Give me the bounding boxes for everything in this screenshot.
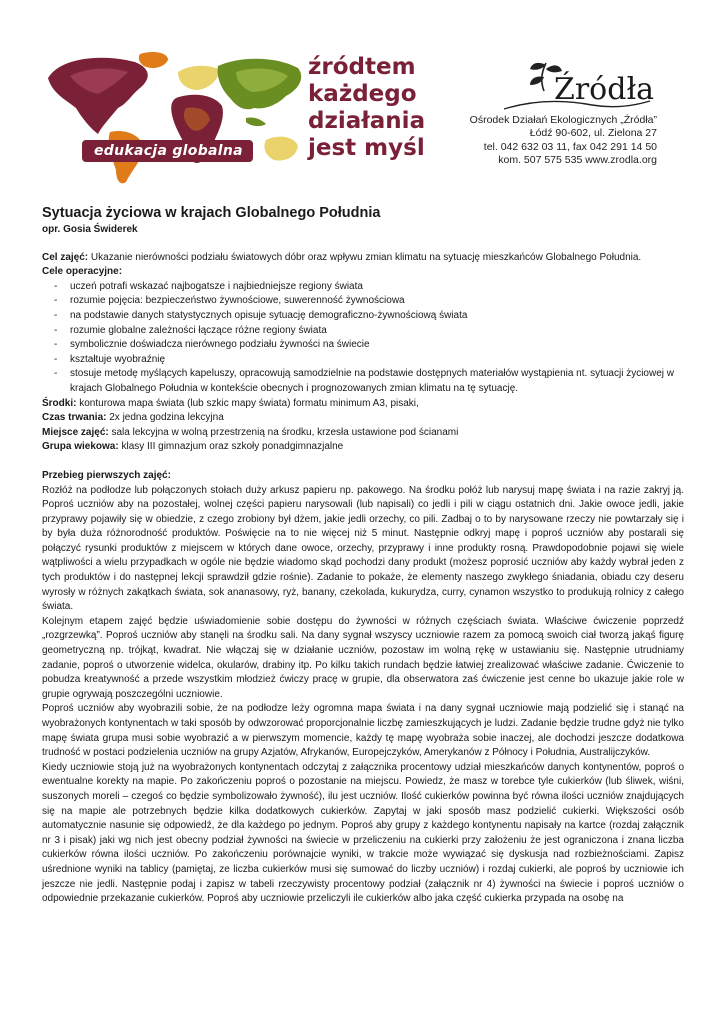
greenland-shape [139, 52, 168, 68]
australia-shape [264, 137, 298, 161]
location-label: Miejsce zajęć: [42, 426, 109, 438]
materials-text: konturowa mapa świata (lub szkic mapy świata) formatu minimum A3, pisaki, [76, 397, 419, 409]
duration-label: Czas trwania: [42, 412, 107, 424]
age-group-label: Grupa wiekowa: [42, 441, 119, 453]
page-title: Sytuacja życiowa w krajach Globalnego Południa [42, 205, 381, 221]
list-item: - rozumie pojęcia: bezpieczeństwo żywnościowe, suwerenność żywnościowa [54, 294, 684, 309]
world-map-illustration [40, 48, 310, 188]
location-line [42, 426, 684, 441]
location-text: sala lekcyjna w wolną przestrzenią na środku, krzesła ustawione pod ścianami [108, 426, 459, 438]
org-web: kom. 507 575 535 www.zrodla.org [498, 153, 657, 166]
paragraph: Kiedy uczniowie stoją już na wyobrażonych kontynentach odczytaj z załącznika procentowy udział mieszkańców danych kontynentów, poproś o ewentualne korekty na mapie. Po zakończeniu poproś o pozostanie na miejscu. Powiedz, że masz w torebce tyle cukierków (lub śliwek, wiśni, suszonych moreli – czegoś co będzie symbolizowało żywność), ilu jest uczniów. Ilość cukierków powinna być równa ilości uczniów znajdujących się na mapie ale potrzebnych będzie kilka dodatkowych cukierków. Zapytaj w jaki sposób masz podzielić cukierki. Większości osób automatycznie nasunie się odpowiedź, że dla każdego po jednym. Poproś aby grupy z każdego kontynentu napisały na kartce (rozdaj załącznik nr 3 i pisak) jaki wg nich jest obecny podział żywności na świecie w przeliczeniu na cukierki przy założeniu że jest ograniczona i znana liczba cukierków równa ilości uczniów. Po zakończeniu porównajcie wyniki, w trakcie może wywiązać się dyskusja nad rozbieżnościami. Zapisz uśrednione wyniki na tablicy (pamiętaj, ze liczba cukierków musi się sumować do liczby uczniów) i rozdaj cukierki, ale poproś by uczniowie ich jeszcze nie jedli. Następnie podaj i zapisz w tabeli rzeczywisty procentowy podział (załącznik nr 4) żywności na świecie i poproś uczniów o odpowiednie przekazanie cukierków. Poproś aby uczniowie przeliczyli ile cukierków albo jaka część cukierka przypada na osobę na [42, 761, 684, 905]
slogan [308, 54, 426, 162]
paragraph: Rozłóż na podłodze lub połączonych stołach duży arkusz papieru np. pakowego. Na środku połóż lub narysuj mapę świata i na razie zakryj ją. Poproś uczniów aby na pozostałej, wolnej części papieru narysowali (lub napisali) co jedli i pili w ciągu ostatnich dni. Jakie owoce jedli, jakie przyprawy pojawiły się w obiedzie, z czego zrobiony był dżem, jakie jedli orzechy, co pili. Zadbaj o to by narysowane rzeczy nie powtarzały się i by była duża różnorodność produktów. Poświęcie na to nie więcej niż 5 minut. Następnie odkryj mapę i poproś uczniów aby postarali się połączyć rysunki produktów z miejscem w których dane owoce, orzechy, przyprawy i inne produkty rosną. Prawdopodobnie pojawi się wiele wątpliwości a wielu przypadkach w ogóle nie będzie wiadomo skąd pochodzi dany produkt (możesz poprosić uczniów aby każdy wybrał jeden z tych produktów i do następnej lekcji sprawdził gdzie rośnie). Zadanie to pokaże, że elementy naszego zwykłego śniadania, obiadu czy deseru wyrosły w różnych zakątkach świata, sok ananasowy, ryż, banany, czekolada, kukurydza, curry, cynamon wszystko to produkują rolnicy z całego świata. [42, 484, 684, 613]
materials-label: Środki: [42, 397, 77, 409]
indonesia-shape [246, 117, 266, 126]
goal-text: Ukazanie nierówności podziału światowych dóbr oraz wpływu zmian klimatu na sytuację mieszkańców Globalnego Południa. [88, 251, 642, 263]
list-item: - symbolicznie doświadcza nierównego podziału żywności na świecie [54, 338, 684, 353]
age-group-text: klasy III gimnazjum oraz szkoły ponadgimnazjalne [118, 441, 344, 453]
duration-text: 2x jedna godzina lekcyjna [106, 412, 224, 424]
age-group-line [42, 440, 684, 455]
goal-paragraph [42, 251, 684, 266]
document-body [42, 203, 684, 907]
organization-info [470, 114, 657, 167]
spacer [42, 455, 684, 469]
goal-label: Cel zajęć: [42, 251, 89, 263]
paragraph: Poproś uczniów aby wyobrazili sobie, że na podłodze leży ogromna mapa świata i na dany sygnał uczniowie mają podzielić się i stanąć na wyobrażonych kontynentach w taki sposób by odwzorować proporcjonalnie liczbę zamieszkujących je ludzi. Zadanie będzie trudne gdyż nie tylko mapę świata grupa musi sobie wyobrazić a w pierwszym momencie, każdy tę mapę wyobraża sobie inaczej, ale dochodzi jeszcze dodatkowa trudność w postaci podzielenia uczniów na grupy Azjatów, Afrykanów, Europejczyków, Amerykanów z Północy i Południa, Australijczyków. [42, 703, 684, 759]
paragraph: Kolejnym etapem zajęć będzie uświadomienie sobie dostępu do żywności w różnych częściach świata. Właściwe ćwiczenie poprzedź „rozgrzewką”. Poproś uczniów aby stanęli na środku sali. Na dany sygnał wszyscy uczniowie razem za pomocą swoich ciał tworzą jakąś figurę geometryczną np. trójkąt, kwadrat. Nie włączaj się w działanie uczniów, pozostaw im wolną rękę w ustawianiu się. Następnie utrudniamy zadanie, poproś o utworzenie widelca, okularów, drabiny itp. Po kilku takich rundach będzie łatwiej zrealizować właściwe zadanie. Ćwiczenie to pobudza kreatywność a przede wszystkim młodzież ćwiczy pracę w grupie, dla obserwatora zaś ćwiczenie jest cenne bo ukazuje jakie role w grupie ogrywają poszczególni uczniowie. [42, 615, 684, 700]
org-name: Ośrodek Działań Ekologicznych „Źródła” [469, 114, 657, 126]
materials-line [42, 397, 684, 412]
author: opr. Gosia Świderek [42, 224, 138, 235]
duration-line [42, 411, 684, 426]
page-header [0, 0, 724, 195]
zrodla-logo [500, 55, 660, 115]
slogan-line: jest myśl [308, 135, 425, 161]
logo-text: Źródła [554, 72, 655, 107]
operational-goals-label: Cele operacyjne: [42, 266, 123, 278]
list-item: - uczeń potrafi wskazać najbogatsze i najbiedniejsze regiony świata [54, 280, 684, 295]
list-item: - stosuje metodę myślących kapeluszy, opracowują samodzielnie na podstawie dostępnych materiałów wystąpienia nt. sytuacji życiowej w krajach Globalnego Południa w kontekście obecnych i prognozowanych zmian klimatu na tę sytuację. [54, 367, 684, 396]
org-address: Łódź 90-602, ul. Zielona 27 [529, 127, 657, 140]
lesson-flow-heading: Przebieg pierwszych zajęć: [42, 469, 171, 481]
europe-shape [178, 66, 220, 90]
edukacja-globalna-banner: edukacja globalna [82, 140, 253, 162]
list-item: - kształtuje wyobraźnię [54, 353, 684, 368]
slogan-line: każdego [308, 81, 417, 107]
operational-goals-list [42, 280, 684, 397]
list-item: - rozumie globalne zależności łączące różne regiony świata [54, 324, 684, 339]
slogan-line: źródtem [308, 54, 416, 80]
list-item: - na podstawie danych statystycznych opisuje sytuację demograficzno-żywnościową świata [54, 309, 684, 324]
org-phone: tel. 042 632 03 11, fax 042 291 14 50 [483, 140, 657, 153]
slogan-line: działania [308, 108, 426, 134]
